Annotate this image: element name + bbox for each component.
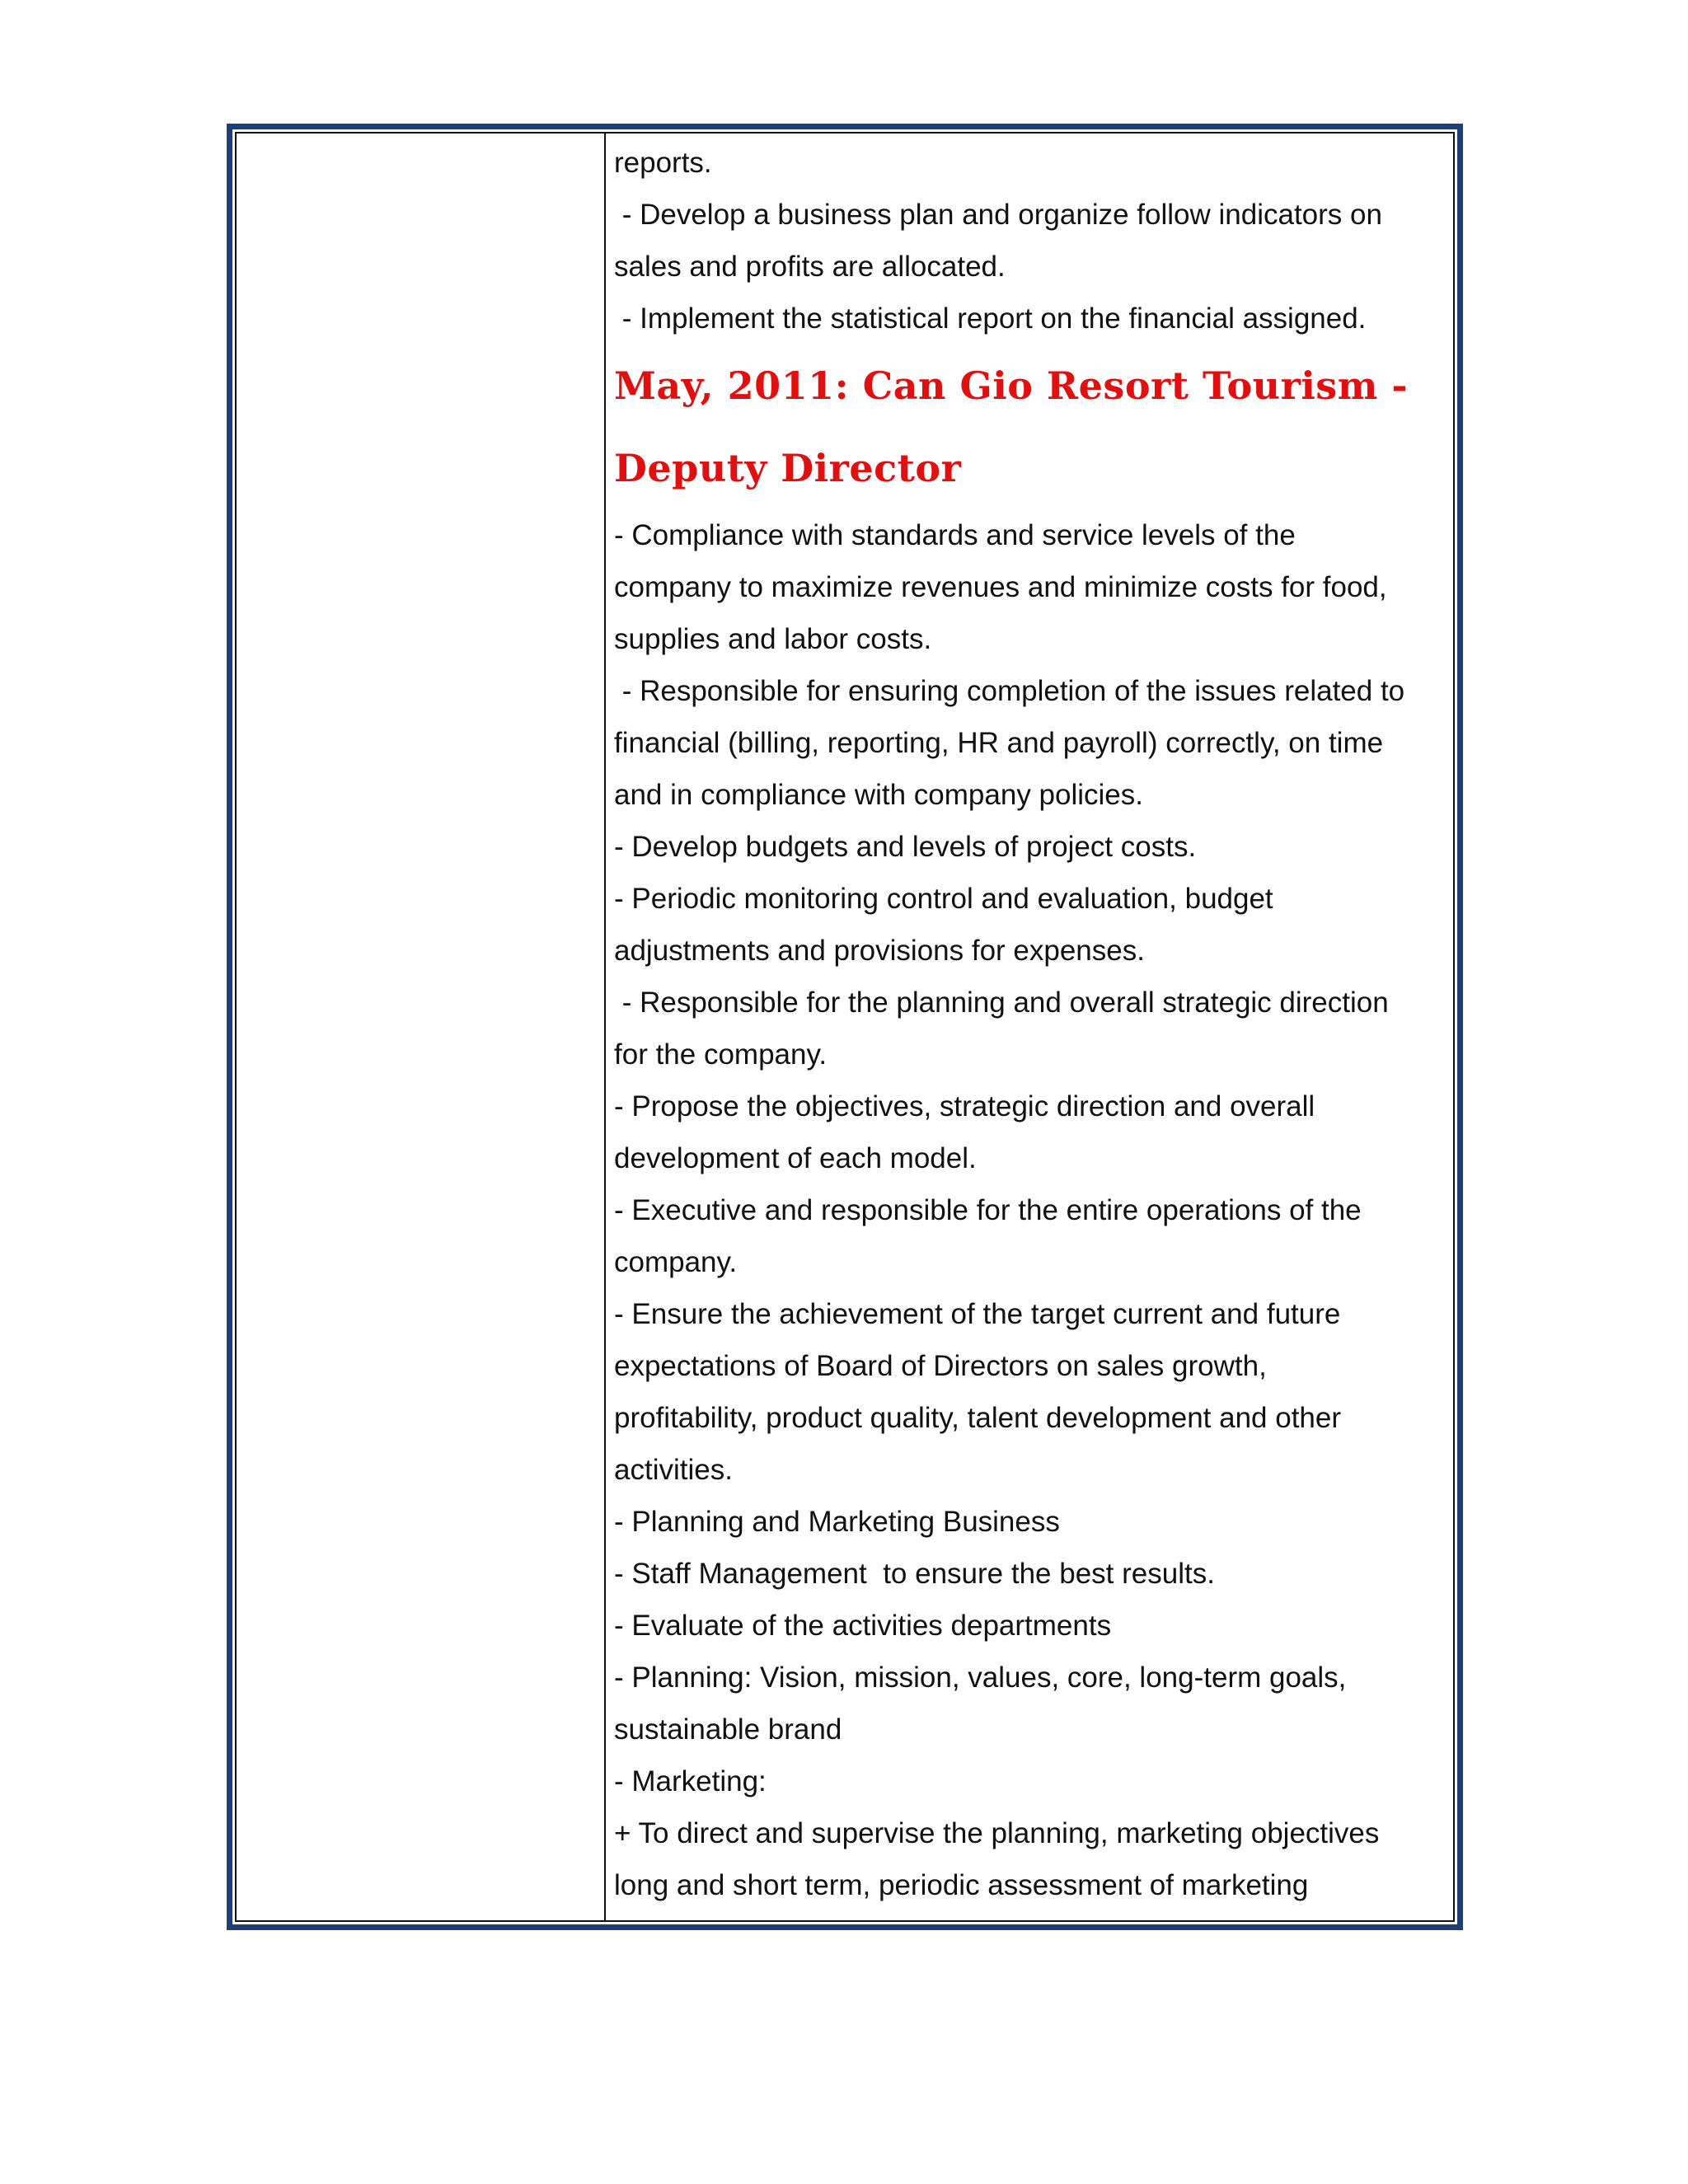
text-line: - Staff Management to ensure the best results.: [614, 1558, 1215, 1590]
text-line: - Periodic monitoring control and evaluation, budget: [614, 883, 1273, 915]
text-line: - Evaluate of the activities departments: [614, 1610, 1112, 1642]
text-line: - Ensure the achievement of the target current and future: [614, 1298, 1341, 1330]
text-line: activities.: [614, 1454, 733, 1486]
text-line: development of each model.: [614, 1142, 977, 1174]
text-line: reports.: [614, 147, 712, 179]
text-line: adjustments and provisions for expenses.: [614, 935, 1145, 967]
right-column-cell: [607, 134, 1453, 1920]
text-line: + To direct and supervise the planning, marketing objectives: [614, 1817, 1380, 1849]
text-line: - Planning and Marketing Business: [614, 1506, 1060, 1538]
text-line: supplies and labor costs.: [614, 623, 932, 655]
table-frame: [227, 124, 1463, 1930]
text-line: - Planning: Vision, mission, values, core, long-term goals,: [614, 1661, 1347, 1694]
left-column-cell: [237, 134, 606, 1920]
text-line: - Develop budgets and levels of project costs.: [614, 831, 1197, 863]
text-line: for the company.: [614, 1038, 828, 1071]
text-line: - Implement the statistical report on the financial assigned.: [614, 302, 1367, 335]
text-line: company.: [614, 1246, 738, 1278]
text-line: profitability, product quality, talent development and other: [614, 1402, 1342, 1434]
job-heading-line-1: May, 2011: Can Gio Resort Tourism -: [614, 363, 1408, 408]
job-heading-line-2: Deputy Director: [614, 446, 962, 490]
text-line: - Compliance with standards and service levels of the: [614, 519, 1296, 551]
text-line: long and short term, periodic assessment of marketing: [614, 1869, 1309, 1901]
text-line: financial (billing, reporting, HR and payroll) correctly, on time: [614, 727, 1384, 759]
text-line: - Develop a business plan and organize follow indicators on: [614, 199, 1382, 231]
text-line: - Marketing:: [614, 1765, 767, 1797]
text-line: company to maximize revenues and minimize costs for food,: [614, 571, 1387, 603]
text-line: - Responsible for the planning and overall strategic direction: [614, 987, 1389, 1019]
text-line: sales and profits are allocated.: [614, 251, 1006, 283]
text-line: - Propose the objectives, strategic direction and overall: [614, 1090, 1315, 1122]
text-line: - Responsible for ensuring completion of the issues related to: [614, 675, 1405, 707]
text-line: and in compliance with company policies.: [614, 779, 1143, 811]
text-line: sustainable brand: [614, 1713, 842, 1746]
text-line: expectations of Board of Directors on sales growth,: [614, 1350, 1267, 1382]
text-line: - Executive and responsible for the entire operations of the: [614, 1194, 1362, 1226]
table-inner-border: [235, 132, 1455, 1922]
